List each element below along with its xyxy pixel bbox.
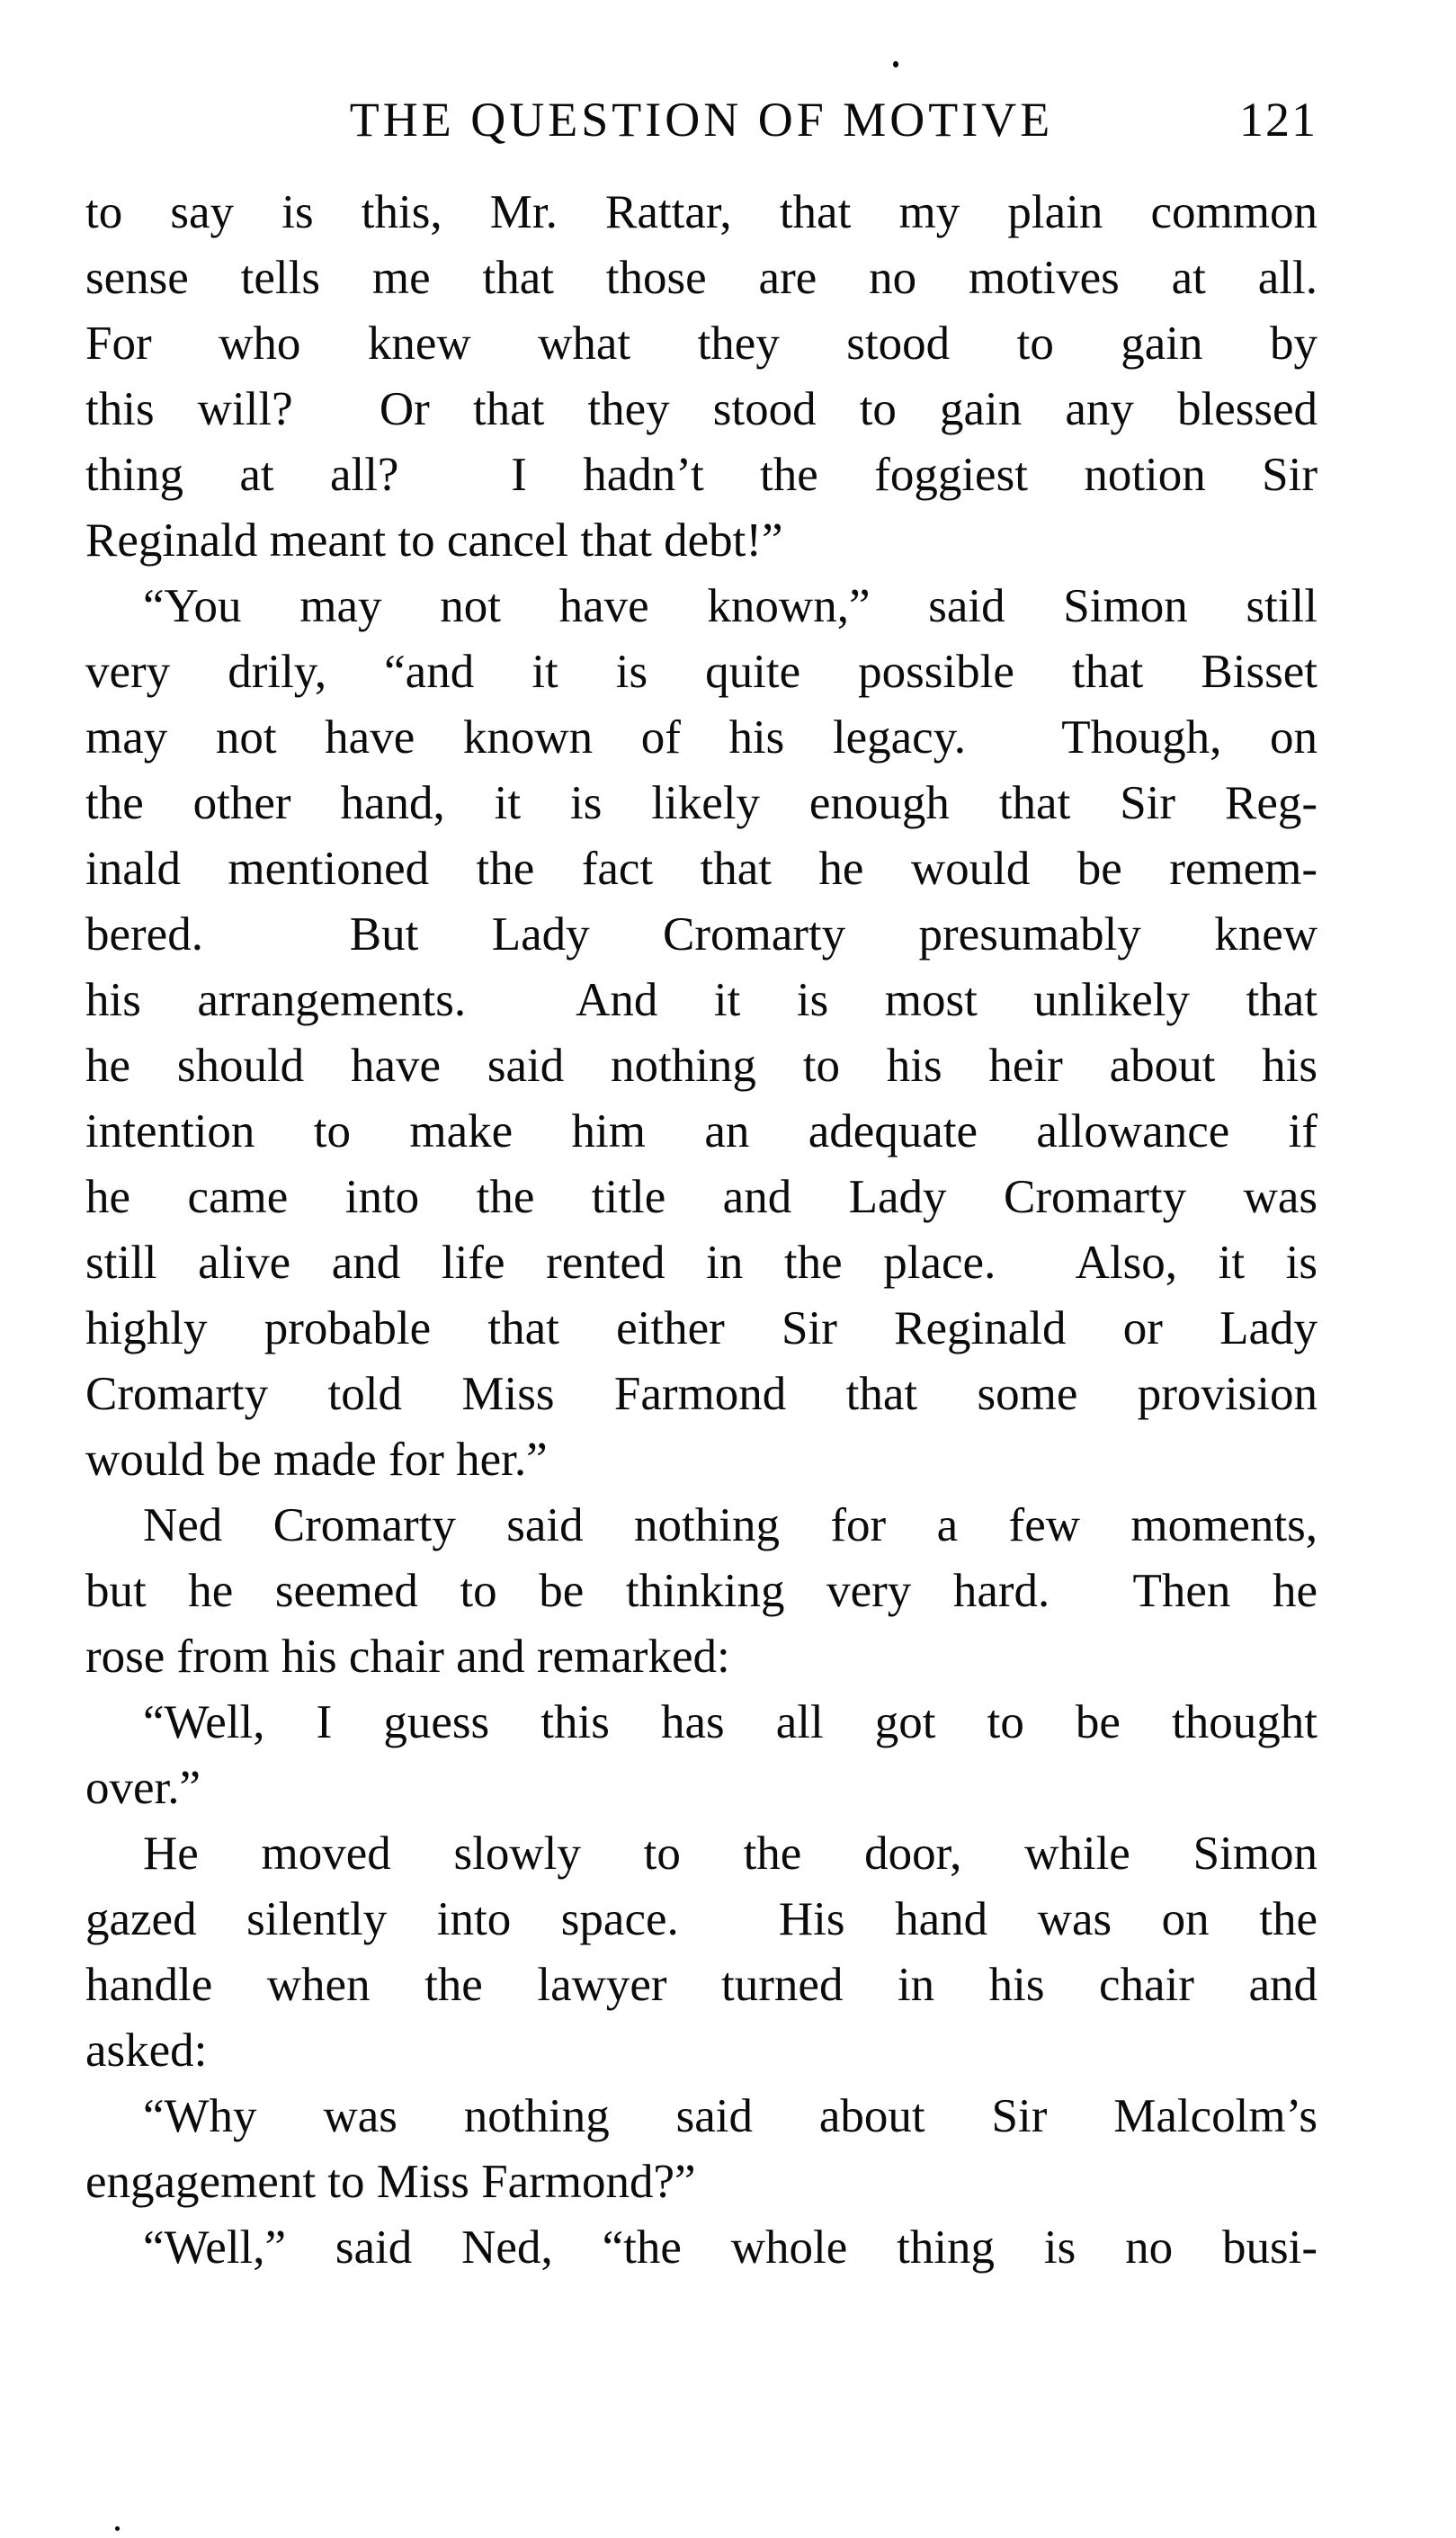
- text-block: [85, 0, 1318, 2538]
- text-line: the other hand, it is likely enough that Sir Reg-: [85, 777, 1318, 829]
- text-line: but he seemed to be thinking very hard. Then he: [85, 1565, 1318, 1617]
- paragraph: [85, 180, 1318, 574]
- text-line: asked:: [85, 2024, 208, 2077]
- text-line: may not have known of his legacy. Though, on: [85, 711, 1318, 764]
- paragraph: [85, 2215, 1318, 2281]
- text-line: handle when the lawyer turned in his chair and: [85, 1959, 1318, 2011]
- text-line: still alive and life rented in the place. Also, it is: [85, 1237, 1318, 1289]
- text-line: gazed silently into space. His hand was on the: [85, 1893, 1318, 1945]
- text-line: Cromarty told Miss Farmond that some provision: [85, 1368, 1318, 1420]
- text-line: over.”: [85, 1762, 201, 1814]
- text-line: “You may not have known,” said Simon still: [143, 580, 1318, 632]
- paragraph: [85, 1690, 1318, 1821]
- text-line: inald mentioned the fact that he would be remem-: [85, 843, 1318, 895]
- text-line: would be made for her.”: [85, 1434, 548, 1486]
- text-line: rose from his chair and remarked:: [85, 1631, 730, 1683]
- text-line: he came into the title and Lady Cromarty was: [85, 1171, 1318, 1223]
- text-line: to say is this, Mr. Rattar, that my plain common: [85, 186, 1318, 238]
- paragraph: [85, 1821, 1318, 2084]
- text-line: sense tells me that those are no motives at all.: [85, 252, 1318, 304]
- paragraph: [85, 1493, 1318, 1690]
- text-line: “Well,” said Ned, “the whole thing is no busi-: [143, 2221, 1318, 2274]
- paragraph: [85, 2084, 1318, 2215]
- scan-speck: [893, 61, 898, 67]
- chapter-title: THE QUESTION OF MOTIVE: [349, 93, 1054, 147]
- text-line: bered. But Lady Cromarty presumably knew: [85, 908, 1318, 961]
- text-line: thing at all? I hadn’t the foggiest notion Sir: [85, 449, 1318, 501]
- running-header: [85, 94, 1318, 146]
- text-line: “Why was nothing said about Sir Malcolm’s: [143, 2090, 1318, 2142]
- text-line: For who knew what they stood to gain by: [85, 317, 1318, 370]
- text-line: intention to make him an adequate allowance if: [85, 1105, 1318, 1157]
- text-line: Reginald meant to cancel that debt!”: [85, 514, 783, 567]
- page-body: [85, 180, 1318, 2281]
- text-line: his arrangements. And it is most unlikely that: [85, 974, 1318, 1026]
- text-line: highly probable that either Sir Reginald or Lady: [85, 1302, 1318, 1354]
- text-line: engagement to Miss Farmond?”: [85, 2156, 696, 2208]
- scan-speck: [115, 2526, 120, 2531]
- paragraph: [85, 574, 1318, 1493]
- text-line: very drily, “and it is quite possible that Bisset: [85, 646, 1318, 698]
- text-line: he should have said nothing to his heir about his: [85, 1040, 1318, 1092]
- page-number: 121: [1239, 93, 1318, 147]
- text-line: “Well, I guess this has all got to be thought: [143, 1696, 1318, 1748]
- text-line: Ned Cromarty said nothing for a few moments,: [143, 1499, 1318, 1551]
- text-line: He moved slowly to the door, while Simon: [143, 1828, 1318, 1880]
- text-line: this will? Or that they stood to gain any blessed: [85, 383, 1318, 435]
